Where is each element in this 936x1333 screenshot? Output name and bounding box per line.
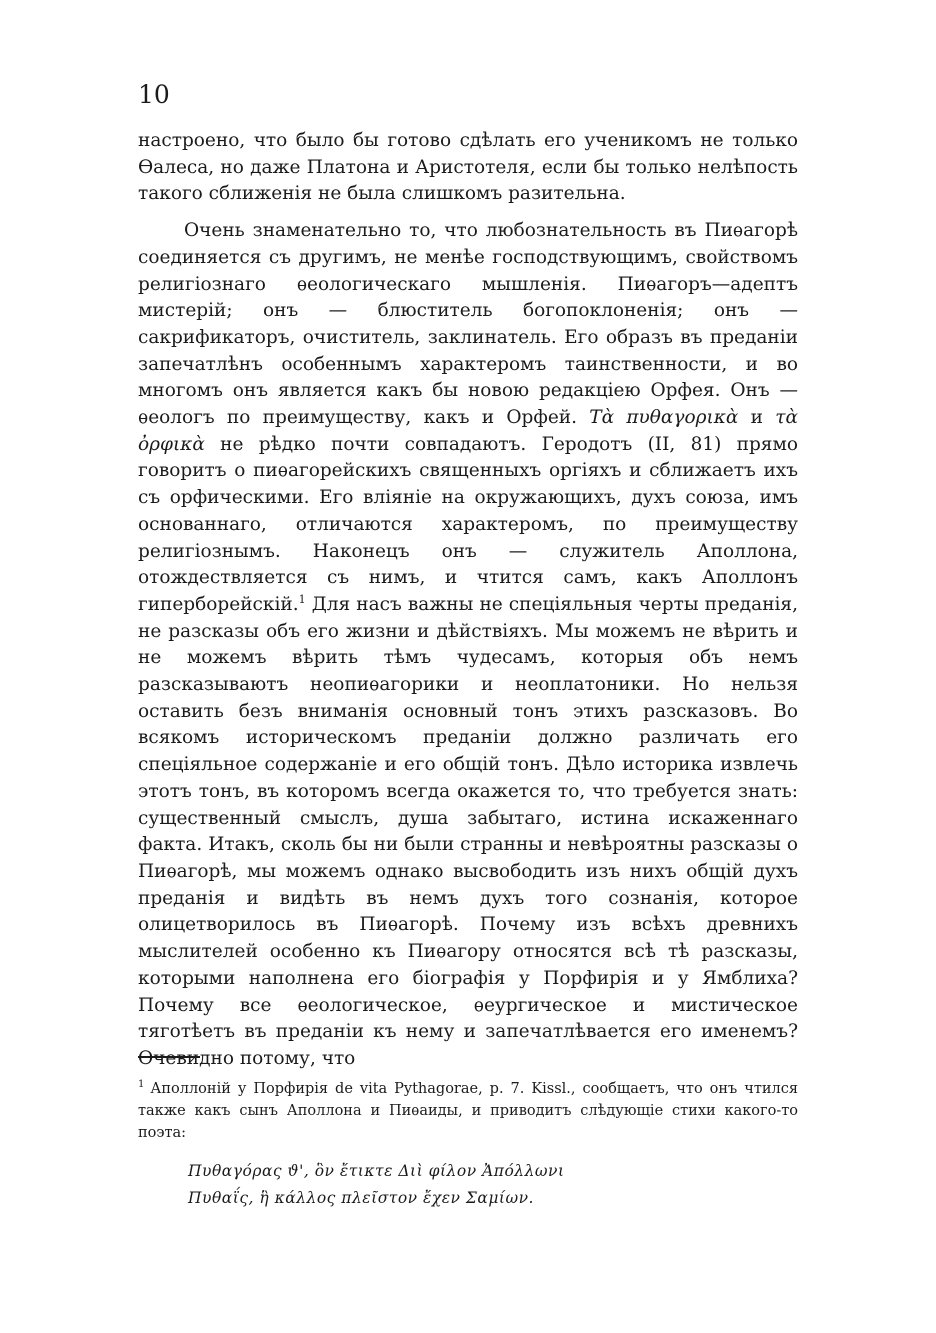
paragraph-2-part-b: не рѣдко почти совпадаютъ. Геродотъ (II, 81) прямо говоритъ о пиѳагорейскихъ священныхъ оргіяхъ и сближаетъ ихъ съ орфическими. Его вліяніе на окружающихъ, духъ союза, имъ основаннаго, отличаются характеромъ, по преимуществу религіознымъ. Наконецъ онъ — служитель Аполлона, отождествляется съ нимъ, и чтится самъ, какъ Аполлонъ гиперборейскій.: [138, 433, 798, 615]
paragraph-2-part-a: Очень знаменательно то, что любознательность въ Пиѳагорѣ соединяется съ другимъ, не менѣе господствующимъ, свойствомъ религіознаго ѳеологическаго мышленія. Пиѳагоръ—адептъ мистерій; онъ — блюститель богопоклоненія; онъ — сакрификаторъ, очиститель, заклинатель. Его образъ въ преданіи запечатлѣнъ особеннымъ характеромъ таинственности, и во многомъ онъ является какъ бы новою редакціею Орфея. Онъ — ѳеологъ по преимуществу, какъ и Орфей.: [138, 220, 798, 429]
footnote-text-block: [138, 1078, 798, 1144]
footnote: [138, 1078, 798, 1144]
paragraph-1: настроено, что было бы готово сдѣлать его ученикомъ не только Ѳалеса, но даже Платона и Аристотеля, если бы только нелѣпость такого сближенія не была слишкомъ разительна.: [138, 130, 798, 205]
greek-verse-line-2: Πυθαΐς, ἣ κάλλος πλεῖστον ἔχεν Σαμίων.: [188, 1189, 534, 1207]
footnote-reference[interactable]: 1: [298, 592, 306, 606]
paragraph-2-part-c: Для насъ важны не спеціяльныя черты преданія, не разсказы объ его жизни и дѣйствіяхъ. Мы можемъ не вѣрить и не можемъ вѣрить тѣмъ чудесамъ, которыя объ немъ разсказываютъ неопиѳагорики и неоплатоники. Но нельзя оставить безъ вниманія основный тонъ этихъ разсказовъ. Во всякомъ историческомъ преданіи должно различать его спеціяльное содержаніе и его общій тонъ. Дѣло историка извлечь этотъ тонъ, въ которомъ всегда окажется то, что требуется знать: существенный смыслъ, душа забытаго, истина искаженнаго факта. Итакъ, сколь бы ни были странны и невѣроятны разсказы о Пиѳагорѣ, мы можемъ однако высвободить изъ нихъ общій духъ преданія и видѣть въ немъ духъ того сознанія, которое олицетворилось въ Пиѳагорѣ. Почему изъ всѣхъ древнихъ мыслителей особенно къ Пиѳагору относятся всѣ тѣ разсказы, которыми наполнена его біографія у Порфирія и у Ямблиха? Почему все ѳеологическое, ѳеургическое и мистическое тяготѣетъ въ преданіи къ нему и запечатлѣвается его именемъ? Очевидно потому, что: [138, 593, 798, 1069]
greek-term-orphika: τὰ ὀρφικὰ: [138, 407, 798, 455]
greek-verse-line-1: Πυθαγόρας ϑ', ὃν ἔτικτε Διὶ φίλον Ἀπόλλωνι: [188, 1162, 565, 1180]
footnote-text: Аполлоній у Порфирія de vita Pythagorae, p. 7. Kissl., сообщаетъ, что онъ чтился также какъ сынъ Аполлона и Пиѳаиды, и приводитъ слѣдующіе стихи какого-то поэта:: [138, 1081, 798, 1141]
greek-verse: [188, 1158, 788, 1212]
footnote-mark: 1: [138, 1079, 145, 1091]
conjunction: и: [750, 407, 763, 429]
greek-term-pythagorika: Τὰ πυθαγορικὰ: [589, 407, 739, 429]
paragraph-2: [138, 218, 798, 1073]
page-number: 10: [138, 80, 170, 109]
footnote-divider: [138, 1056, 200, 1058]
main-text: [138, 128, 798, 1073]
